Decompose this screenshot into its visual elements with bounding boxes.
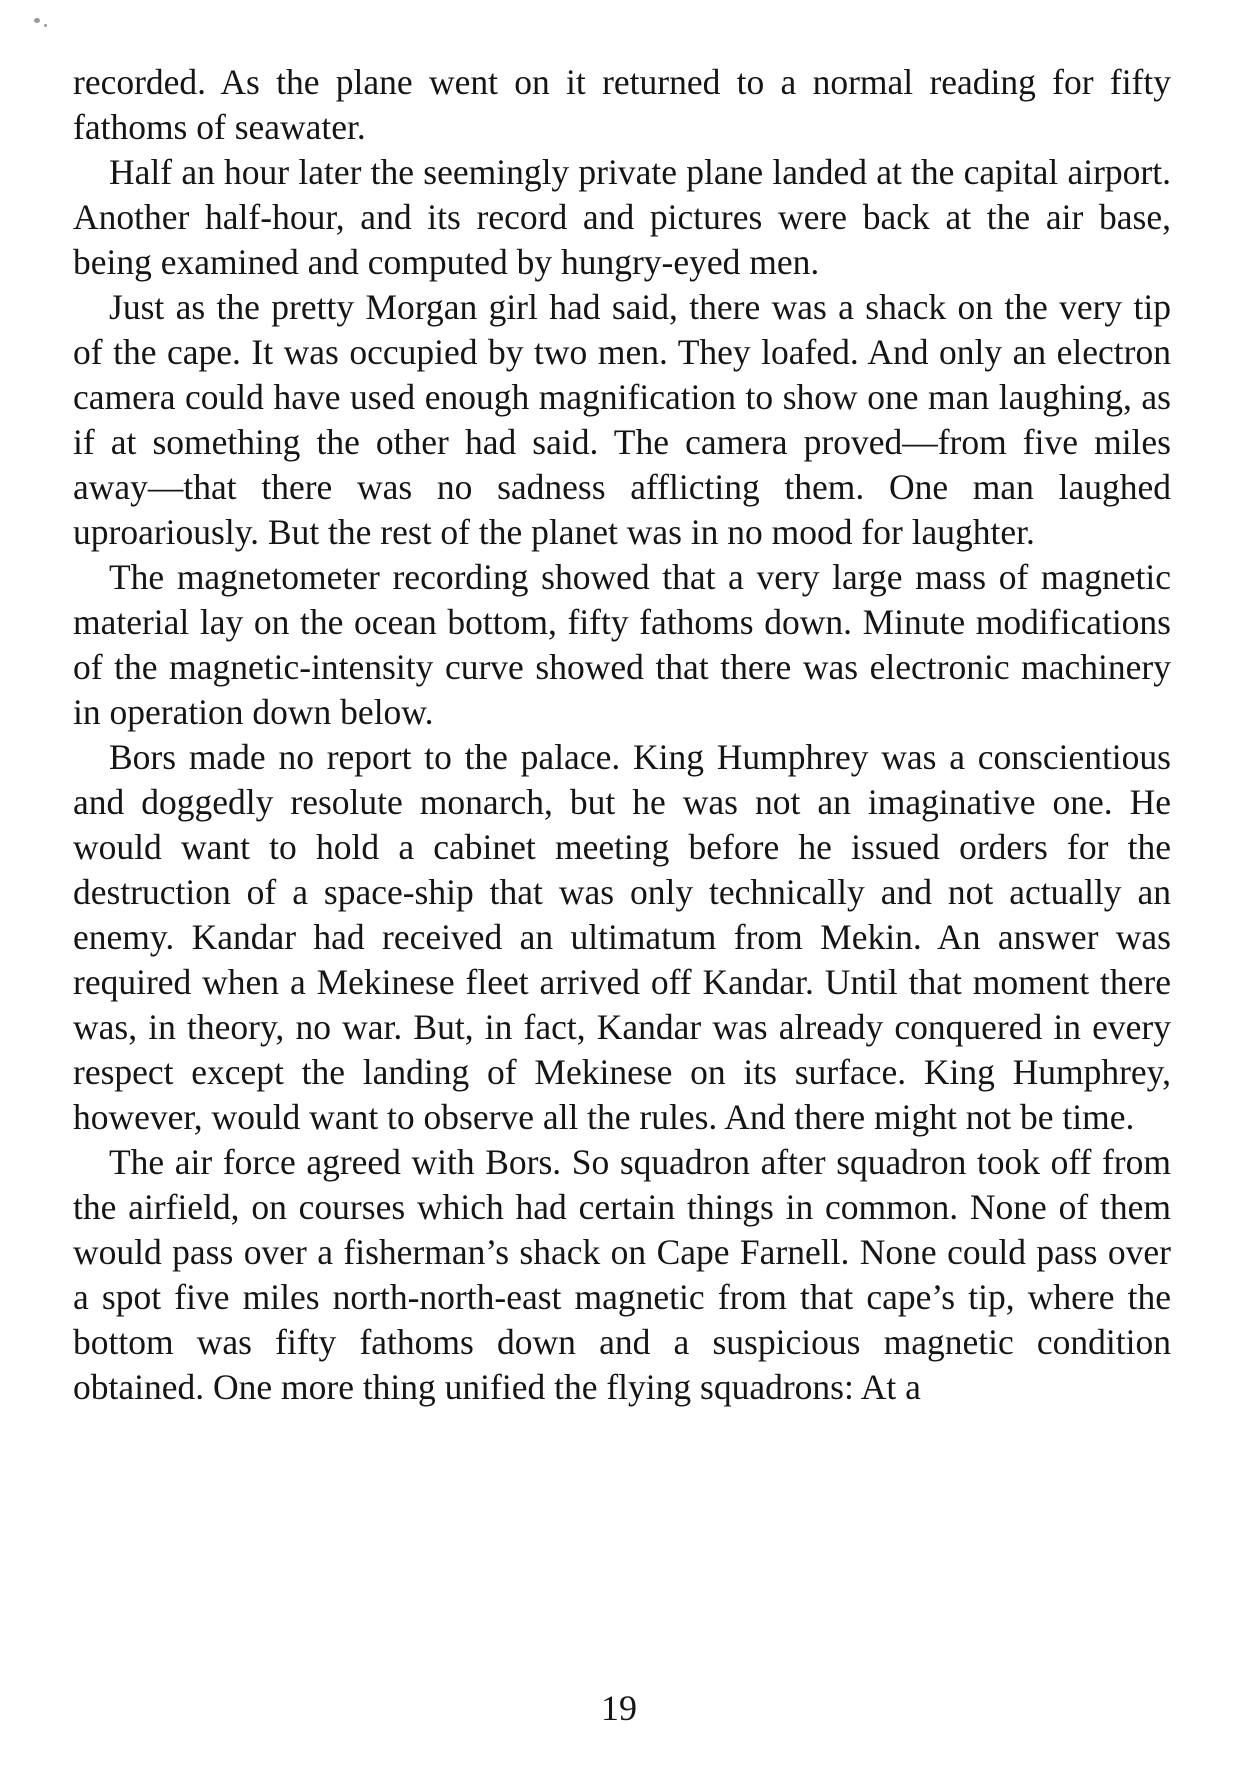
- body-text: [73, 60, 1171, 1410]
- paragraph: The air force agreed with Bors. So squadron after squadron took off from the airfield, on courses which had certain things in common. None of them would pass over a fisherman’s shack on Cape Farnell. None could pass over a spot five miles north-north-east magnetic from that cape’s tip, where the bottom was fifty fathoms down and a suspicious magnetic condition obtained. One more thing unified the flying squadrons: At a: [73, 1142, 1171, 1407]
- paragraph: Bors made no report to the palace. King Humphrey was a conscientious and doggedly resolute monarch, but he was not an imaginative one. He would want to hold a cabinet meeting before he issued orders for the destruction of a space-ship that was only technically and not actually an enemy. Kandar had received an ultimatum from Mekin. An answer was required when a Mekinese fleet arrived off Kandar. Until that moment there was, in theory, no war. But, in fact, Kandar was already conquered in every respect except the landing of Mekinese on its surface. King Humphrey, however, would want to observe all the rules. And there might not be time.: [73, 737, 1171, 1137]
- paragraph: Just as the pretty Morgan girl had said, there was a shack on the very tip of the cape. It was occupied by two men. They loafed. And only an electron camera could have used enough magnification to show one man laughing, as if at something the other had said. The camera proved—from five miles away—that there was no sadness afflicting them. One man laughed uproariously. But the rest of the planet was in no mood for laughter.: [73, 287, 1171, 552]
- scan-speck: [44, 24, 47, 27]
- paragraph: recorded. As the plane went on it returned to a normal reading for fifty fathoms of seawater.: [73, 62, 1171, 147]
- paragraph: The magnetometer recording showed that a very large mass of magnetic material lay on the ocean bottom, fifty fathoms down. Minute modifications of the magnetic-intensity curve showed that there was electronic machinery in operation down below.: [73, 557, 1171, 732]
- page-number: 19: [601, 1688, 637, 1728]
- paragraph: Half an hour later the seemingly private plane landed at the capital airport. Another half-hour, and its record and pictures were back at the air base, being examined and computed by hungry-eyed men.: [73, 152, 1171, 282]
- scan-speck: [34, 18, 40, 23]
